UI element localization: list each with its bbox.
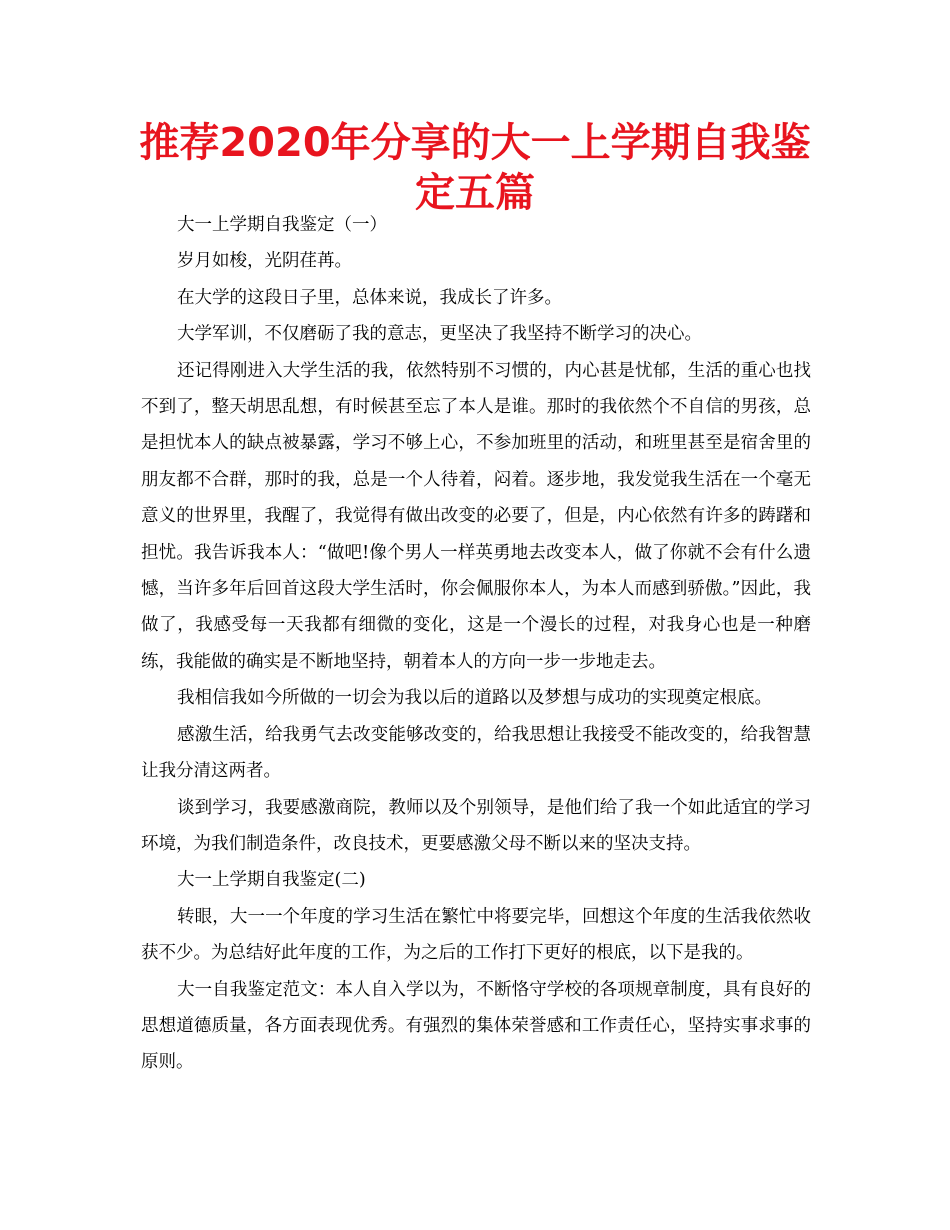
paragraph: 还记得刚进入大学生活的我，依然特别不习惯的，内心甚是忧郁，生活的重心也找不到了，整天胡思乱想，有时候甚至忘了本人是谁。那时的我依然个不自信的男孩，总是担忧本人的缺点被暴露，学习不够上心，不参加班里的活动，和班里甚至是宿舍里的朋友都不合群，那时的我，总是一个人待着，闷着。逐步地，我发觉我生活在一个毫无意义的世界里，我醒了，我觉得有做出改变的必要了，但是，内心依然有许多的踌躇和担忧。我告诉我本人：“做吧!像个男人一样英勇地去改变本人，做了你就不会有什么遗憾，当许多年后回首这段大学生活时，你会佩服你本人，为本人而感到骄傲。”因此，我做了，我感受每一天我都有细微的变化，这是一个漫长的过程，对我身心也是一种磨练，我能做的确实是不断地坚持，朝着本人的方向一步一步地走去。 — [141, 360, 811, 672]
paragraph: 岁月如梭，光阴荏苒。 — [177, 251, 352, 272]
document-body — [141, 207, 811, 1081]
paragraph: 谈到学习，我要感激商院，教师以及个别领导，是他们给了我一个如此适宜的学习环境，为我们制造条件，改良技术，更要感激父母不断以来的坚决支持。 — [141, 797, 811, 854]
paragraph: 我相信我如今所做的一切会为我以后的道路以及梦想与成功的实现奠定根底。 — [177, 688, 772, 709]
paragraph: 大学军训，不仅磨砺了我的意志，更坚决了我坚持不断学习的决心。 — [177, 324, 702, 345]
paragraph: 感激生活，给我勇气去改变能够改变的，给我思想让我接受不能改变的，给我智慧让我分清这两者。 — [141, 724, 811, 782]
paragraph: 大一上学期自我鉴定(二) — [177, 870, 366, 891]
document-title: 推荐2020年分享的大一上学期自我鉴定五篇 — [139, 120, 811, 216]
paragraph: 转眼，大一一个年度的学习生活在繁忙中将要完毕，回想这个年度的生活我依然收获不少。为总结好此年度的工作，为之后的工作打下更好的根底，以下是我的。 — [141, 906, 811, 964]
paragraph: 大一上学期自我鉴定（一） — [177, 215, 387, 235]
paragraph: 在大学的这段日子里，总体来说，我成长了许多。 — [177, 287, 562, 308]
paragraph: 大一自我鉴定范文：本人自入学以为，不断恪守学校的各项规章制度，具有良好的思想道德质量，各方面表现优秀。有强烈的集体荣誉感和工作责任心，坚持实事求事的原则。 — [141, 979, 811, 1073]
